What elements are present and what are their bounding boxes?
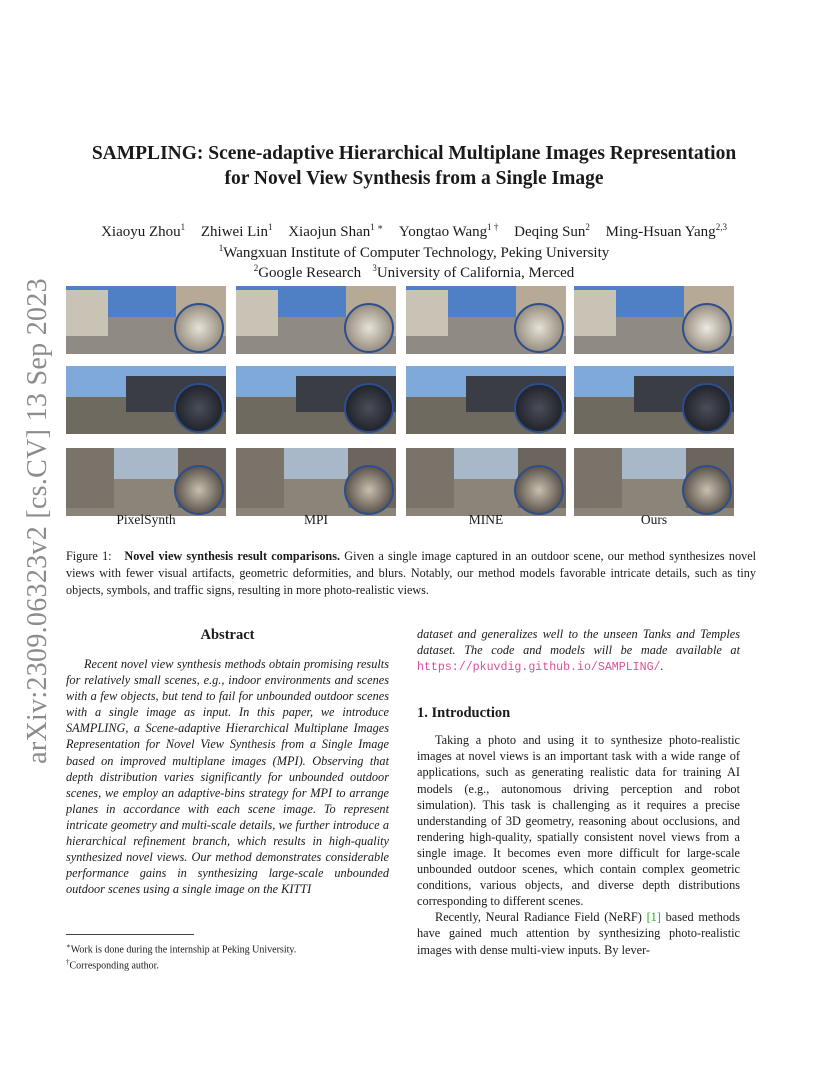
intro-paragraph-2: Recently, Neural Radiance Field (NeRF) [1] based methods have gained much attention by synthesizing photo-realistic images with dense multi-view inputs. By lever- [417, 910, 740, 957]
figure-column-label: MPI [303, 512, 328, 527]
author: Xiaojun Shan$^{1 ∗}$ [288, 222, 384, 240]
figure-thumbnail [66, 286, 226, 354]
figure-column-label: Ours [640, 512, 668, 527]
citation-link[interactable]: [1] [646, 910, 661, 925]
figure-thumbnail [406, 286, 566, 354]
figure-column-label: PixelSynth [116, 512, 176, 527]
figure-thumbnail [574, 366, 734, 434]
abstract-continuation: dataset and generalizes well to the unseen Tanks and Temples dataset. The code and models will be made available at https://pkuvdig.github.io/SAMPLING/. [417, 627, 740, 675]
author: Ming-Hsuan Yang$^{2,3}$ [605, 222, 727, 240]
affiliation-line-2: $^2$Google Research $^3$University of California, Merced [253, 263, 575, 281]
figure-column-label: MINE [468, 512, 504, 527]
figure-thumbnail [406, 366, 566, 434]
affiliation-line-1: $^1$Wangxuan Institute of Computer Technology, Peking University [218, 243, 610, 261]
figure-thumbnail [406, 448, 566, 516]
abstract-text: Recent novel view synthesis methods obtain promising results for relatively small scenes, e.g., indoor environments and scenes with a few objects, but tend to fail for unbounded outdoor scenes with a single image as input. In this paper, we introduce SAMPLING, a Scene-adaptive Hierarchical Multiplane Images Representation for Novel View Synthesis from a Single Image based on improved multiplane images (MPI). Observing that depth distribution varies significantly for unbounded outdoor scenes, we employ an adaptive-bins strategy for MPI to arrange planes in accordance with each scene image. To represent intricate geometry and multi-scale details, we further introduce a hierarchical refinement branch, which results in high-quality synthesized novel views. Our method demonstrates considerable performance gains in synthesizing large-scale unbounded outdoor scenes using a single image on the KITTI [66, 657, 389, 897]
paper-title [60, 141, 768, 191]
figure-thumbnail [236, 286, 396, 354]
author: Yongtao Wang$^{1 \dagger}$ [398, 222, 499, 240]
title-line-1: SAMPLING: Scene-adaptive Hierarchical Multiplane Images Representation [91, 143, 737, 164]
arxiv-stamp [14, 278, 62, 764]
figure-thumbnail [66, 366, 226, 434]
left-column [66, 626, 389, 897]
footnote-1: ∗Work is done during the internship at Peking University. [66, 942, 297, 956]
figure-thumbnail [66, 448, 226, 516]
abstract-heading: Abstract [200, 627, 255, 643]
author: Xiaoyu Zhou$^1$ [101, 222, 186, 240]
intro-paragraph-1: Taking a photo and using it to synthesize photo-realistic images at novel views is an important task with a wide range of applications, such as generating realistic data for training AI models (e.g., autonomous driving perception and robot simulation). This task is challenging as it requires a precise understanding of 3D geometry, reasoning about occlusions, and rendering high-quality, spatially consistent novel views from a single image. It becomes even more difficult for large-scale unbounded outdoor scenes, which contain complex geometric conditions, various objects, and diverse depth distributions corresponding to different scenes. [417, 733, 740, 909]
figure-thumbnail [236, 366, 396, 434]
title-line-2: for Novel View Synthesis from a Single Image [224, 168, 604, 189]
author: Zhiwei Lin$^1$ [200, 222, 273, 240]
introduction-heading: 1. Introduction [417, 705, 511, 722]
right-column [417, 626, 740, 958]
author: Deqing Sun$^2$ [514, 222, 590, 240]
figure-thumbnail [236, 448, 396, 516]
footnote-rule [66, 934, 194, 935]
code-url-link[interactable]: https://pkuvdig.github.io/SAMPLING/ [417, 661, 661, 675]
footnotes [66, 934, 389, 973]
arxiv-stamp-text: arXiv:2309.06323v2 [cs.CV] 13 Sep 2023 [22, 278, 53, 764]
figure-thumbnail [574, 286, 734, 354]
figure-1-grid [66, 286, 736, 530]
figure-caption: Figure 1: Novel view synthesis result comparisons. Given a single image captured in an outdoor scene, our method synthesizes novel views with fewer visual artifacts, geometric deformities, and blurs. Notably, our method models favorable intricate details, such as tiny objects, symbols, and traffic signs, resulting in more photo-realistic views. [66, 549, 757, 598]
footnote-2: †Corresponding author. [66, 958, 159, 972]
figure-thumbnail [574, 448, 734, 516]
